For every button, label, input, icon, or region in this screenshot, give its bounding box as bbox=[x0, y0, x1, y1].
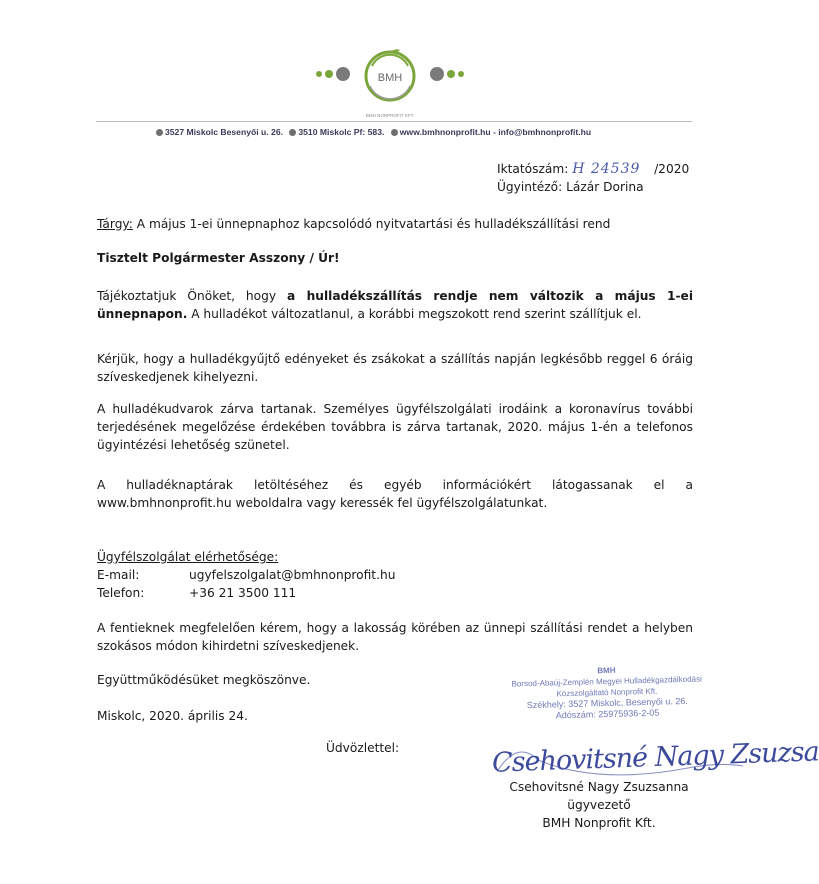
officer-name: Lázár Dorina bbox=[566, 180, 644, 194]
signatory-name: Csehovitsné Nagy Zsuzsanna bbox=[509, 780, 689, 794]
paragraph-1-end: A hulladékot változatlanul, a korábbi megszokott rend szerint szállítjuk el. bbox=[187, 307, 642, 321]
contact-section bbox=[97, 548, 395, 602]
stamp-line-4: Székhely: 3527 Miskolc, Besenyői u. 26. bbox=[526, 695, 688, 711]
stamp-line-1: BMH bbox=[597, 665, 616, 676]
contact-email-row bbox=[97, 566, 395, 584]
contact-phone-label: Telefon: bbox=[97, 586, 145, 600]
email-link[interactable]: info@bmhnonprofit.hu bbox=[498, 127, 592, 137]
company-stamp bbox=[491, 662, 722, 723]
subject-label: Tárgy: bbox=[97, 217, 133, 231]
subject-line bbox=[97, 215, 610, 233]
closing-place-date: Miskolc, 2020. április 24. bbox=[97, 709, 248, 723]
stamp-line-3: Közszolgáltató Nonprofit Kft. bbox=[556, 686, 658, 699]
paragraph-1-start: Tájékoztatjuk Önöket, hogy bbox=[97, 289, 288, 303]
letterhead-rule bbox=[96, 121, 692, 122]
stamp-line-2: Borsod-Abaúj-Zemplén Megyei Hulladékgazdálkodási bbox=[511, 674, 702, 689]
paragraph-2: Kérjük, hogy a hulladékgyűjtő edényeket és zsákokat a szállítás napján legkésőbb reggel 6 óráig szíveskedjenek kihelyezni. bbox=[97, 352, 693, 384]
paragraph-3: A hulladékudvarok zárva tartanak. Személyes ügyfélszolgálati irodáink a koronavírus további terjedésének megelőzése érdekében továbbra is zárva tartanak, 2020. május 1-én a telefonos ügyintézési lehetőség szünetel. bbox=[97, 402, 693, 452]
logo-subtext: BMH NONPROFIT KFT. bbox=[365, 113, 415, 118]
reference-number-label: Iktatószám: bbox=[497, 162, 569, 176]
handwritten-signature: Csehovitsné Nagy Zsuzsa bbox=[491, 736, 819, 779]
paragraph-1-bold: a hulladékszállítás rendje nem változik a május 1-ei ünnepnapon. bbox=[97, 289, 693, 321]
pobox-bullet-icon bbox=[289, 129, 296, 136]
reference-number-handwritten: H 24539 bbox=[572, 161, 641, 177]
contact-separator: - bbox=[493, 127, 496, 137]
bmh-logo bbox=[300, 46, 480, 120]
website-link[interactable]: www.bmhnonprofit.hu bbox=[399, 127, 491, 137]
subject-text: A május 1-ei ünnepnaphoz kapcsolódó nyitvatartási és hulladékszállítási rend bbox=[136, 217, 611, 231]
signatory-block bbox=[505, 778, 693, 832]
closing-greeting: Üdvözlettel: bbox=[326, 741, 400, 755]
contact-email-value[interactable]: ugyfelszolgalat@bmhnonprofit.hu bbox=[189, 568, 396, 582]
contact-phone-row bbox=[97, 584, 395, 602]
reference-year: /2020 bbox=[654, 162, 690, 176]
address1: 3527 Miskolc Besenyői u. 26. bbox=[165, 127, 283, 137]
letterhead bbox=[0, 0, 779, 145]
signatory-org: BMH Nonprofit Kft. bbox=[542, 816, 656, 830]
stamp-line-5: Adószám: 25975936-2-05 bbox=[555, 707, 660, 721]
officer-label: Ügyintéző: bbox=[497, 180, 563, 194]
reference-block bbox=[497, 160, 689, 196]
paragraph-1 bbox=[97, 287, 693, 323]
address2: 3510 Miskolc Pf: 583. bbox=[298, 127, 385, 137]
reference-number-line bbox=[497, 160, 689, 178]
closing-thanks: Együttműködésüket megköszönve. bbox=[97, 673, 311, 687]
officer-line bbox=[497, 178, 689, 196]
paragraph-4: A hulladéknaptárak letöltéséhez és egyéb információkért látogassanak el a www.bmhnonprofit.hu weboldalra vagy keressék fel ügyfélszolgálatunkat. bbox=[97, 478, 693, 510]
logo-text: BMH bbox=[377, 72, 403, 84]
address-bullet-icon bbox=[156, 129, 163, 136]
contact-phone-value: +36 21 3500 111 bbox=[189, 586, 297, 600]
paragraph-5: A fentieknek megfelelően kérem, hogy a lakosság körében az ünnepi szállítási rendet a helyben szokásos módon kihirdetni szíveskedjenek. bbox=[97, 621, 693, 653]
contact-email-label: E-mail: bbox=[97, 568, 140, 582]
web-bullet-icon bbox=[391, 129, 398, 136]
signatory-title: ügyvezető bbox=[567, 798, 631, 812]
letterhead-contact bbox=[152, 127, 591, 137]
contact-heading: Ügyfélszolgálat elérhetősége: bbox=[97, 550, 279, 564]
salutation: Tisztelt Polgármester Asszony / Úr! bbox=[97, 251, 340, 265]
